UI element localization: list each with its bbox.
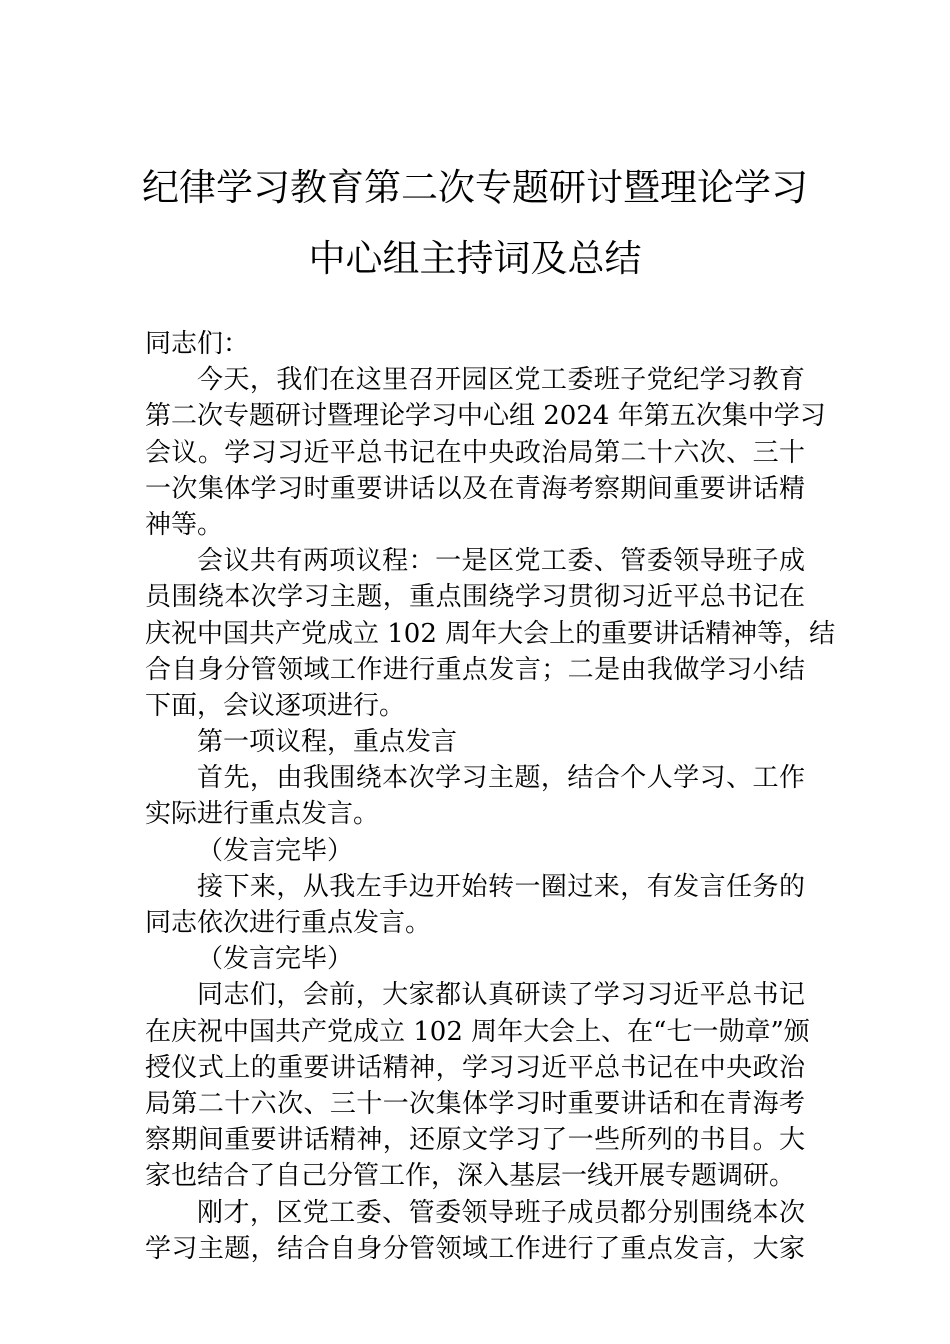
body-text-line: 家也结合了自己分管工作，深入基层一线开展专题调研。	[145, 1161, 796, 1192]
body-text-line: 会议共有两项议程：一是区党工委、管委领导班子成	[197, 546, 805, 577]
body-text-line: 局第二十六次、三十一次集体学习时重要讲话和在青海考	[145, 1088, 805, 1119]
body-text-line: 第二次专题研讨暨理论学习中心组 2024 年第五次集中学习	[145, 401, 826, 432]
body-text-line: 同志们，会前，大家都认真研读了学习习近平总书记	[197, 980, 805, 1011]
body-text-line: 神等。	[145, 509, 224, 540]
document-title-line-2: 中心组主持词及总结	[308, 237, 642, 280]
body-text-line: 学习主题，结合自身分管领域工作进行了重点发言，大家	[145, 1233, 805, 1264]
body-text-line: 接下来，从我左手边开始转一圈过来，有发言任务的	[197, 871, 805, 902]
body-text-line: 下面，会议逐项进行。	[145, 690, 406, 721]
body-text-line: 庆祝中国共产党成立 102 周年大会上的重要讲话精神等，结	[145, 618, 836, 649]
body-text-line: 同志依次进行重点发言。	[145, 908, 432, 938]
body-text-line: 察期间重要讲话精神，还原文学习了一些所列的书目。大	[145, 1125, 805, 1156]
body-text-line: 同志们：	[145, 329, 250, 359]
body-text-line: 员围绕本次学习主题，重点围绕学习贯彻习近平总书记在	[145, 582, 805, 613]
body-text-line: 在庆祝中国共产党成立 102 周年大会上、在“七一勋章”颁	[145, 1016, 810, 1047]
body-text-line: 合自身分管领域工作进行重点发言；二是由我做学习小结	[145, 654, 805, 685]
document-title-line-1: 纪律学习教育第二次专题研讨暨理论学习	[142, 166, 808, 209]
body-text-line: 刚才，区党工委、管委领导班子成员都分别围绕本次	[197, 1197, 805, 1228]
body-text-line: （发言完毕）	[197, 944, 354, 975]
body-text-line: （发言完毕）	[197, 835, 354, 866]
body-text-line: 授仪式上的重要讲话精神，学习习近平总书记在中央政治	[145, 1052, 805, 1083]
document-body	[145, 326, 836, 1267]
body-text-line: 第一项议程，重点发言	[197, 727, 458, 758]
body-text-line: 首先，由我围绕本次学习主题，结合个人学习、工作	[197, 763, 805, 794]
body-text-line: 会议。学习习近平总书记在中央政治局第二十六次、三十	[145, 437, 805, 468]
body-text-line: 今天，我们在这里召开园区党工委班子党纪学习教育	[197, 365, 805, 396]
body-text-line: 实际进行重点发言。	[145, 799, 380, 830]
body-text-line: 一次集体学习时重要讲话以及在青海考察期间重要讲话精	[145, 473, 805, 504]
